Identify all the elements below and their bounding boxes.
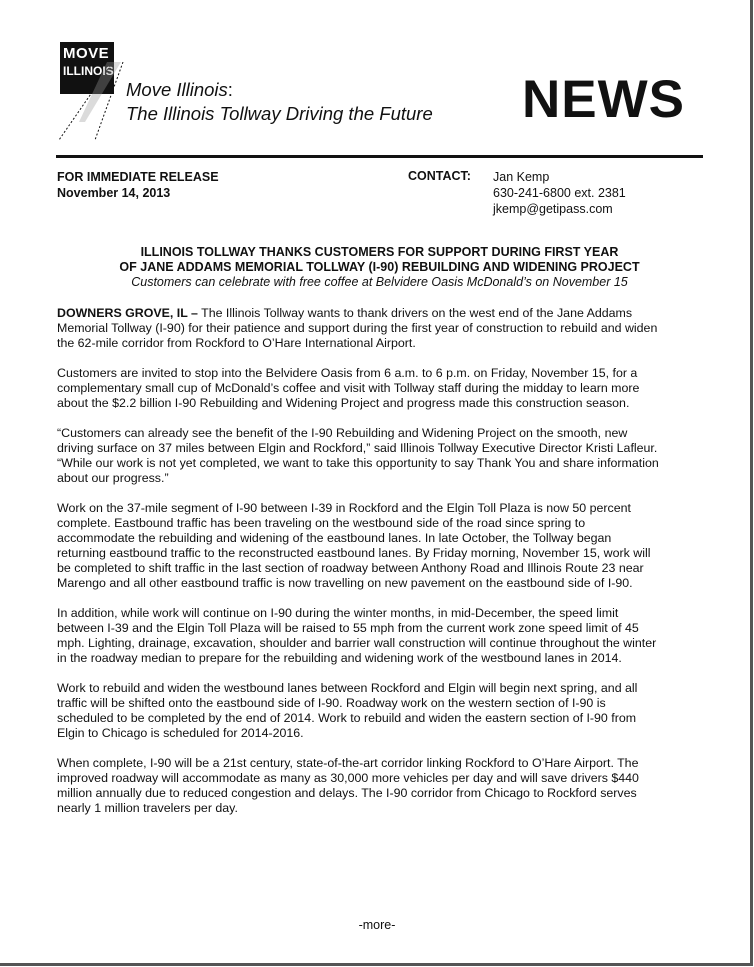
paragraph-3: “Customers can already see the benefit of the I-90 Rebuilding and Widening Project on the smooth, new driving surface on 37 miles between Elgin and Rockford,” said Illinois Tollway Executive Director Kristi Lafleur. “While our work is not yet completed, we want to take this opportunity to say Thank You and share information about our progress.” xyxy=(57,426,659,485)
paragraph-1 xyxy=(57,306,662,351)
release-date: November 14, 2013 xyxy=(57,186,171,200)
news-heading: NEWS xyxy=(522,70,685,129)
more-marker: -more- xyxy=(358,918,396,932)
subheadline: Customers can celebrate with free coffee at Belvidere Oasis McDonald’s on November 15 xyxy=(131,275,628,289)
release-label: FOR IMMEDIATE RELEASE xyxy=(57,170,219,184)
paragraph-2: Customers are invited to stop into the Belvidere Oasis from 6 a.m. to 6 p.m. on Friday, November 15, for a complementary small cup of McDonald’s coffee and visit with Tollway staff during the midday to learn more about the $2.2 billion I-90 Rebuilding and Widening Project and progress made this construction season. xyxy=(57,366,640,410)
contact-phone: 630-241-6800 ext. 2381 xyxy=(493,186,626,200)
tagline-line2: The Illinois Tollway Driving the Future xyxy=(126,103,433,124)
paragraph-5: In addition, while work will continue on I-90 during the winter months, in mid-December, the speed limit between I-39 and the Elgin Toll Plaza will be raised to 55 mph from the current work zone speed limit of 45 mph. Lighting, drainage, excavation, shoulder and barrier wall construction will continue throughout the winter in the roadway median to prepare for the rebuilding and widening work of the westbound lanes in 2014. xyxy=(57,606,657,665)
paragraph-4: Work on the 37-mile segment of I-90 between I-39 in Rockford and the Elgin Toll Plaza is now 50 percent complete. Eastbound traffic has been traveling on the westbound side of the road since spring to accommodate the rebuilding and widening of the eastbound lanes. In late October, the Tollway began returning eastbound traffic to the reconstructed eastbound lanes. By Friday morning, November 15, work will be completed to shift traffic in the last section of roadway between Anthony Road and Illinois Route 23 near Marengo and all other eastbound traffic is now travelling on new pavement on the eastbound side of I-90. xyxy=(57,501,651,590)
headline xyxy=(56,245,703,290)
release-block xyxy=(57,169,219,201)
paragraph-1-text: The Illinois Tollway wants to thank drivers on the west end of the Jane Addams Memorial Tollway (I-90) for their patience and support during the first year of construction to rebuild and widen the 62-mile corridor from Rockford to O’Hare International Airport. xyxy=(57,306,658,350)
paragraph-7: When complete, I-90 will be a 21st century, state-of-the-art corridor linking Rockford to O’Hare Airport. The improved roadway will accommodate as many as 30,000 more vehicles per day and will save drivers $440 million annually due to reduced congestion and delays. The I-90 corridor from Chicago to Rockford serves nearly 1 million travelers per day. xyxy=(57,756,639,815)
article-body xyxy=(57,306,662,831)
tagline-colon: : xyxy=(227,79,233,100)
contact-email: jkemp@getipass.com xyxy=(493,202,613,216)
logo-text-illinois: ILLINOIS xyxy=(63,64,114,78)
contact-label: CONTACT: xyxy=(408,169,471,183)
logo-text-move: MOVE xyxy=(63,45,110,62)
headline-line1: ILLINOIS TOLLWAY THANKS CUSTOMERS FOR SUPPORT DURING FIRST YEAR xyxy=(140,245,619,259)
header-divider xyxy=(56,155,703,158)
tagline-line1: Move Illinois xyxy=(126,79,228,100)
dateline: DOWNERS GROVE, IL – xyxy=(57,306,198,320)
contact-name: Jan Kemp xyxy=(493,170,550,184)
headline-line2: OF JANE ADDAMS MEMORIAL TOLLWAY (I-90) REBUILDING AND WIDENING PROJECT xyxy=(119,260,640,274)
road-graphic-icon xyxy=(55,62,125,142)
tagline xyxy=(126,78,433,126)
paragraph-6: Work to rebuild and widen the westbound lanes between Rockford and Elgin will begin next spring, and all traffic will be shifted onto the eastbound side of I-90. Roadway work on the western section of I-90 is scheduled to be completed by the end of 2014. Work to rebuild and widen the eastern section of I-90 from Elgin to Chicago is scheduled for 2014-2016. xyxy=(57,681,638,740)
contact-block xyxy=(493,169,626,217)
